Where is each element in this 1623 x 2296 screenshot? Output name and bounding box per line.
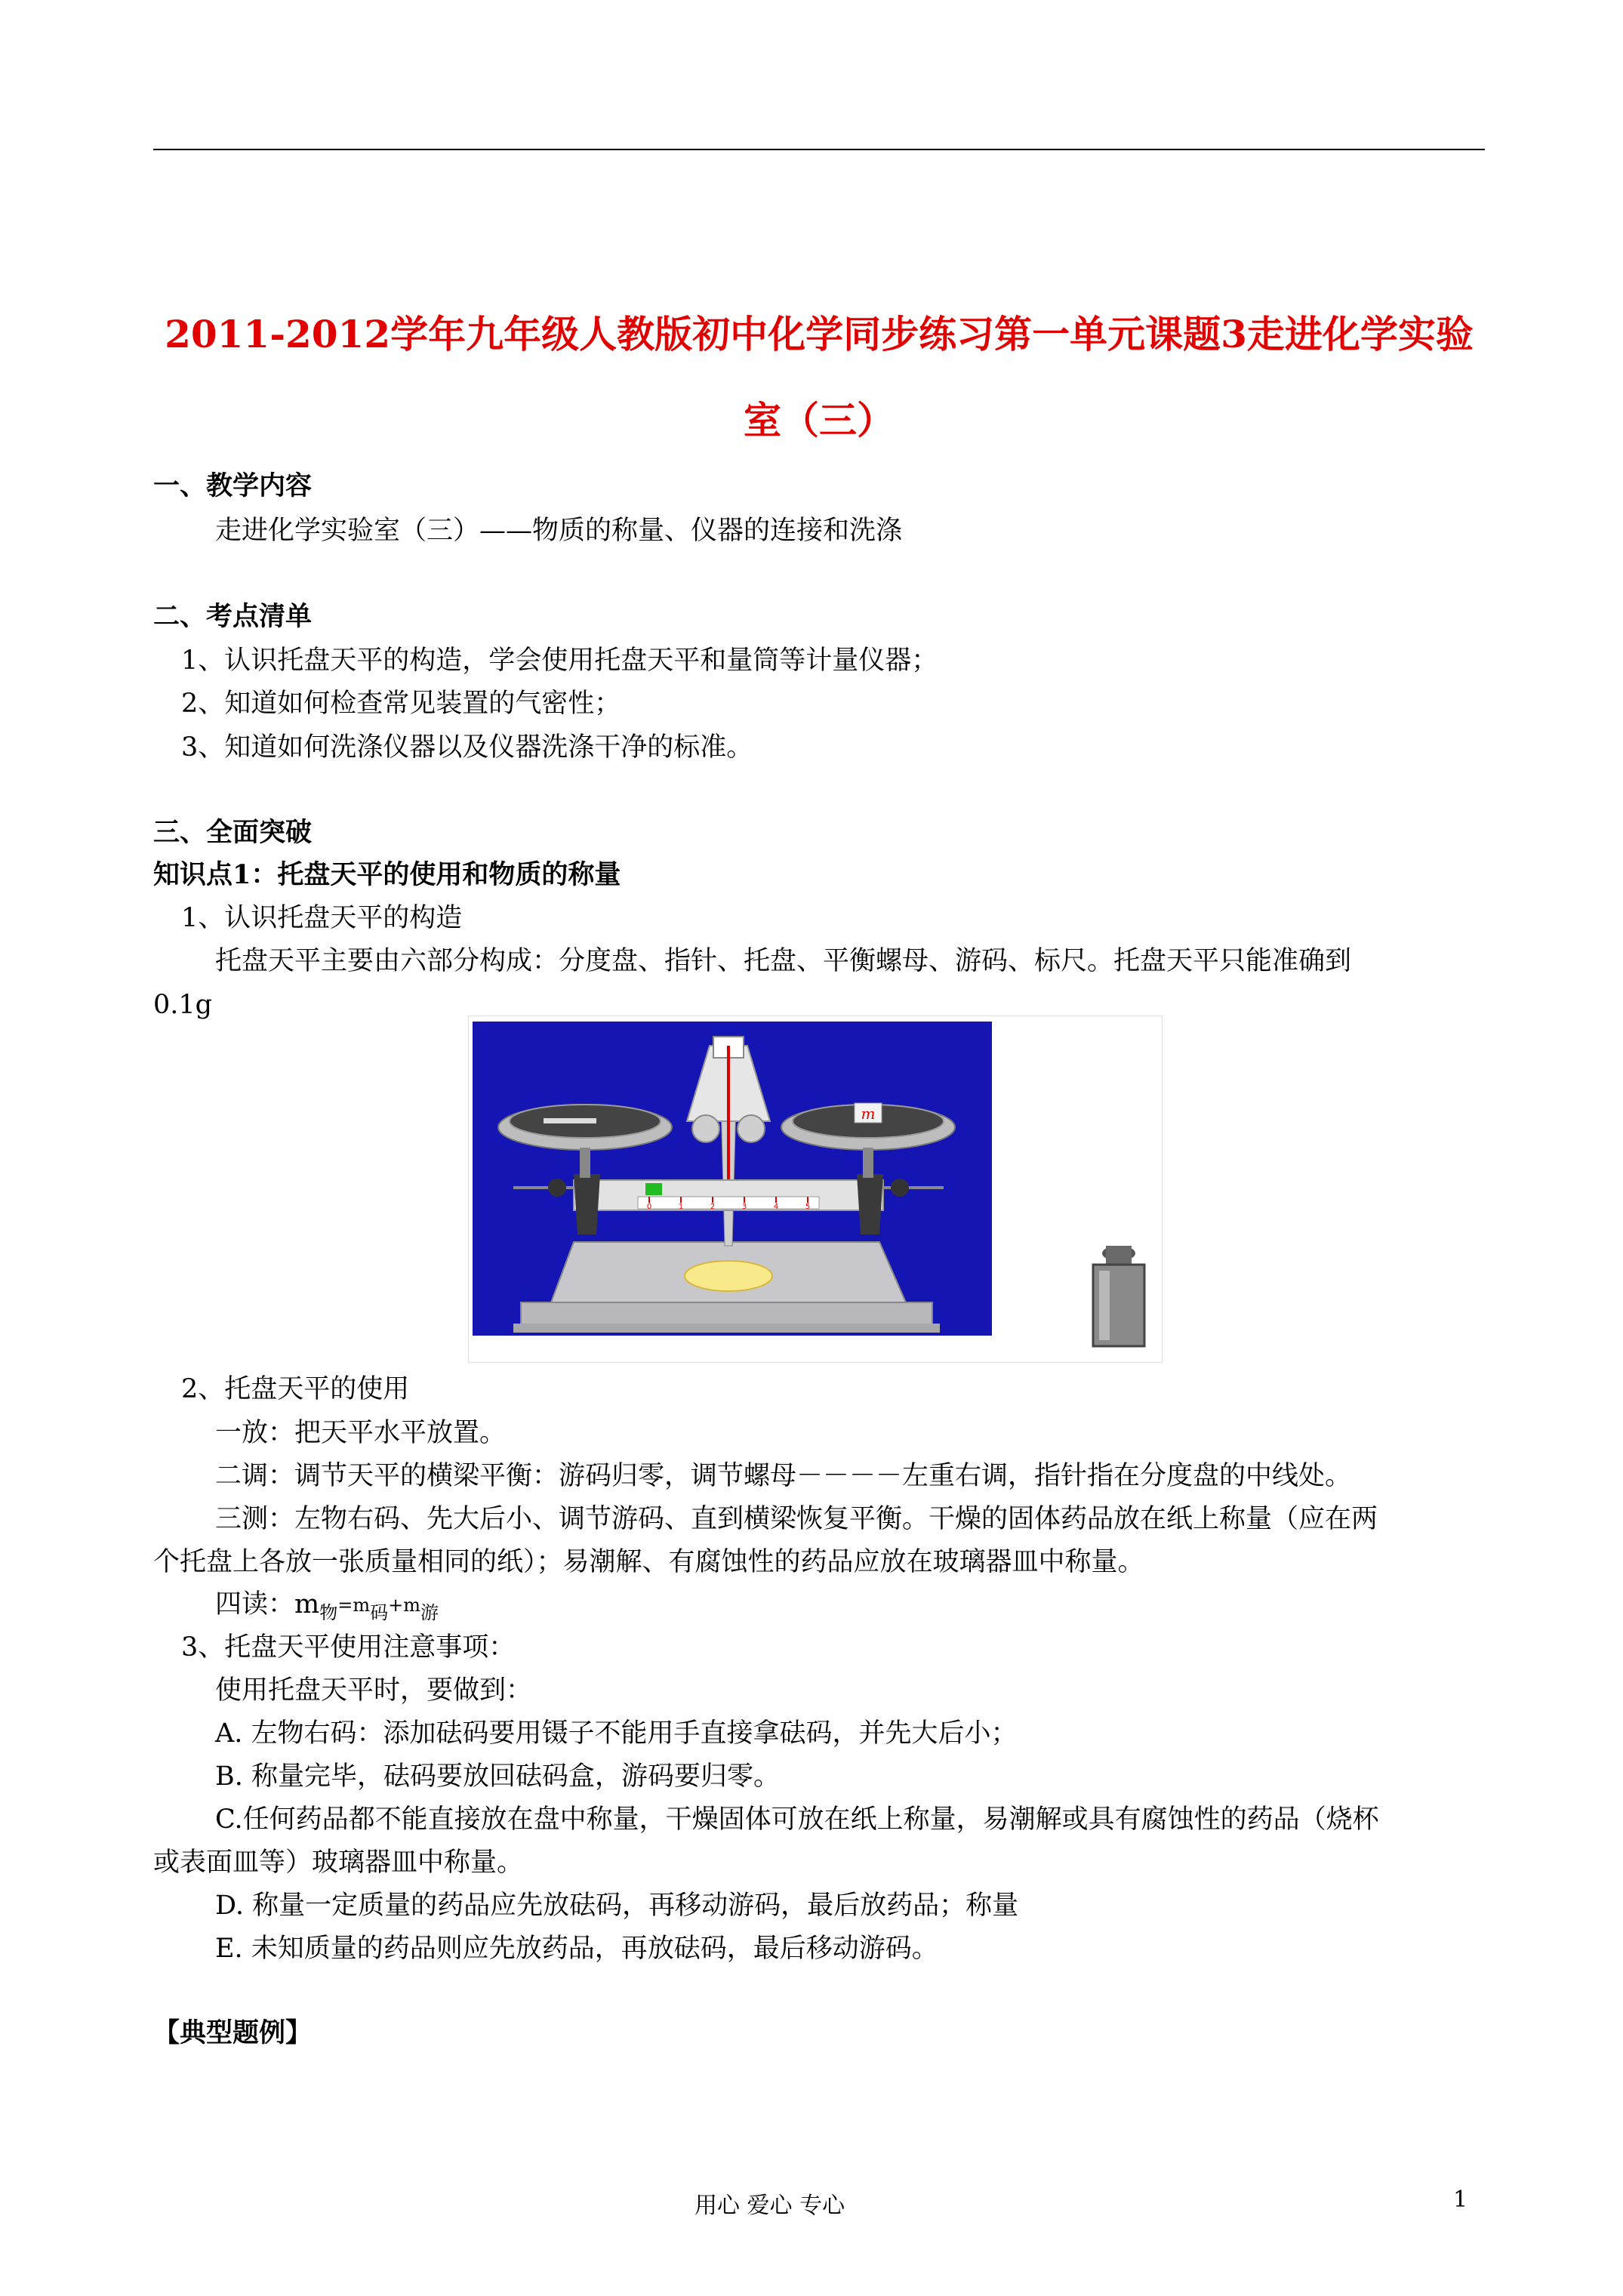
header-rule [153,149,1485,150]
footer-motto: 用心 爱心 专心 [694,2193,845,2219]
section1-text: 走进化学实验室（三）——物质的称量、仪器的连接和洗涤 [215,516,903,546]
balance-nameplate [685,1261,772,1291]
section3-heading: 三、全面突破 [153,817,313,848]
section1-heading: 一、教学内容 [153,470,313,501]
scale-tick-label: 2 [710,1203,716,1211]
part3-line-6: D. 称量一定质量的药品应先放砝码，再移动游码，最后放药品；称量 [215,1891,1019,1921]
part2-line-2: 二调：调节天平的横梁平衡：游码归零，调节螺母－－－－左重右调，指针指在分度盘的中线处。 [215,1461,1352,1491]
scale-tick-label: 5 [805,1203,811,1211]
part2-line-1: 一放：把天平水平放置。 [215,1418,507,1448]
part2-line-3: 三测：左物右码、先大后小、调节游码、直到横梁恢复平衡。干燥的固体药品放在纸上称量（应在两 [215,1504,1378,1534]
left-balance-nut-icon [548,1179,566,1197]
scale-tick-label: 4 [773,1203,779,1211]
part2-read-formula: 四读：$m_物=m_码+m_游$ [215,1589,439,1623]
part3-title: 3、托盘天平使用注意事项： [181,1632,516,1663]
checklist-item-1: 1、认识托盘天平的构造，学会使用托盘天平和量筒等计量仪器； [181,646,938,676]
page-number: 1 [1453,2187,1468,2213]
part1-title: 1、认识托盘天平的构造 [181,903,463,933]
document-title-line2: 室（三） [744,398,895,442]
part2-line-4: 个托盘上各放一张质量相同的纸）；易潮解、有腐蚀性的药品应放在玻璃器皿中称量。 [153,1547,1144,1577]
part3-line-5: 或表面皿等）玻璃器皿中称量。 [153,1848,524,1878]
beam-scale [638,1197,819,1209]
part2-title: 2、托盘天平的使用 [181,1374,410,1404]
knowledge-point-1-heading: 知识点1：托盘天平的使用和物质的称量 [153,859,621,890]
right-balance-nut-icon [891,1179,909,1197]
balance-base-icon [513,1242,940,1333]
scale-tick-label: 0 [646,1203,652,1211]
example-heading: 【典型题例】 [153,2017,313,2048]
rider-slider [645,1183,662,1195]
checklist-item-2: 2、知道如何检查常见装置的气密性； [181,689,621,719]
part3-line-3: B. 称量完毕，砝码要放回砝码盒，游码要归零。 [215,1761,780,1792]
document-title-line1: 2011-2012学年九年级人教版初中化学同步练习第一单元课题3走进化学实验 [165,312,1474,356]
scale-tick-label: 3 [741,1203,747,1211]
part3-line-4: C.任何药品都不能直接放在盘中称量，干燥固体可放在纸上称量，易潮解或具有腐蚀性的药品（烧杯 [215,1804,1379,1835]
pan-weight-label: m [861,1105,876,1123]
scale-tick-label: 1 [678,1203,684,1211]
part3-line-7: E. 未知质量的药品则应先放药品，再放砝码，最后移动游码。 [215,1934,938,1964]
balance-figure [468,1015,1163,1363]
part1-text-b: 0.1g [153,990,213,1020]
section2-heading: 二、考点清单 [153,601,313,632]
part3-line-2: A. 左物右码：添加砝码要用镊子不能用手直接拿砝码，并先大后小； [215,1718,1018,1749]
checklist-item-3: 3、知道如何洗涤仪器以及仪器洗涤干净的标准。 [181,732,753,763]
part3-line-1: 使用托盘天平时，要做到： [215,1675,533,1706]
part1-text-a: 托盘天平主要由六部分构成：分度盘、指针、托盘、平衡螺母、游码、标尺。托盘天平只能准确到 [215,946,1352,976]
